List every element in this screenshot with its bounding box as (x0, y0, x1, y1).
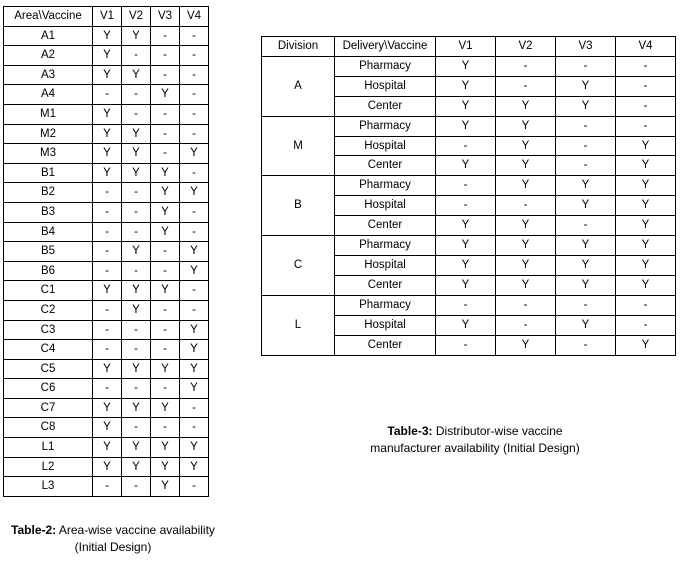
table-row (4, 438, 209, 458)
availability-cell: - (436, 136, 496, 156)
caption-label: Table-3: (387, 424, 433, 438)
caption-text-line-2: manufacturer availability (Initial Design) (370, 441, 580, 455)
availability-cell: Y (122, 457, 151, 477)
table-row (4, 320, 209, 340)
table-row (4, 85, 209, 105)
area-cell: C7 (4, 398, 93, 418)
table-row (4, 222, 209, 242)
table-row (4, 46, 209, 66)
column-header: V4 (180, 7, 209, 27)
availability-cell: - (496, 56, 556, 76)
area-cell: M3 (4, 144, 93, 164)
table-row (4, 398, 209, 418)
area-cell: C2 (4, 300, 93, 320)
caption-text: Distributor-wise vaccine (432, 424, 563, 438)
table-3-caption (355, 423, 595, 457)
table-row (4, 477, 209, 497)
area-vaccine-table (3, 6, 209, 497)
availability-cell: Y (496, 275, 556, 295)
availability-cell: - (616, 76, 676, 96)
availability-cell: Y (122, 65, 151, 85)
area-cell: B5 (4, 242, 93, 262)
availability-cell: Y (556, 196, 616, 216)
area-cell: C8 (4, 418, 93, 438)
availability-cell: Y (151, 183, 180, 203)
availability-cell: Y (616, 136, 676, 156)
availability-cell: Y (496, 96, 556, 116)
availability-cell: Y (122, 242, 151, 262)
availability-cell: Y (436, 76, 496, 96)
table-header-row (4, 7, 209, 27)
area-cell: B6 (4, 261, 93, 281)
availability-cell: - (151, 320, 180, 340)
availability-cell: - (122, 85, 151, 105)
area-cell: C1 (4, 281, 93, 301)
area-cell: A4 (4, 85, 93, 105)
availability-cell: Y (556, 76, 616, 96)
availability-cell: Y (556, 255, 616, 275)
availability-cell: - (151, 418, 180, 438)
area-cell: B4 (4, 222, 93, 242)
availability-cell: - (151, 124, 180, 144)
delivery-cell: Hospital (335, 76, 436, 96)
area-cell: B2 (4, 183, 93, 203)
table-row (4, 65, 209, 85)
availability-cell: - (180, 85, 209, 105)
area-cell: B3 (4, 202, 93, 222)
area-cell: A2 (4, 46, 93, 66)
availability-cell: - (93, 300, 122, 320)
division-cell: A (262, 56, 335, 116)
availability-cell: - (180, 163, 209, 183)
availability-cell: Y (93, 359, 122, 379)
availability-cell: Y (616, 156, 676, 176)
availability-cell: Y (556, 96, 616, 116)
availability-cell: Y (436, 156, 496, 176)
availability-cell: - (93, 183, 122, 203)
availability-cell: Y (151, 359, 180, 379)
availability-cell: Y (436, 56, 496, 76)
availability-cell: Y (122, 281, 151, 301)
availability-cell: Y (556, 236, 616, 256)
table-row (4, 281, 209, 301)
distributor-vaccine-table (261, 36, 676, 356)
availability-cell: - (180, 202, 209, 222)
availability-cell: Y (496, 156, 556, 176)
table-row (262, 116, 676, 136)
availability-cell: - (496, 295, 556, 315)
table-row (4, 340, 209, 360)
availability-cell: - (436, 335, 496, 355)
availability-cell: Y (436, 315, 496, 335)
availability-cell: Y (180, 183, 209, 203)
delivery-cell: Center (335, 96, 436, 116)
availability-cell: - (556, 136, 616, 156)
table-row (262, 176, 676, 196)
column-header: V3 (556, 37, 616, 57)
availability-cell: Y (180, 379, 209, 399)
column-header: V1 (93, 7, 122, 27)
availability-cell: - (180, 222, 209, 242)
availability-cell: Y (180, 144, 209, 164)
availability-cell: - (122, 261, 151, 281)
availability-cell: Y (151, 438, 180, 458)
availability-cell: Y (496, 335, 556, 355)
table-body (4, 26, 209, 496)
area-cell: L2 (4, 457, 93, 477)
availability-cell: Y (436, 236, 496, 256)
availability-cell: Y (180, 359, 209, 379)
availability-cell: - (616, 315, 676, 335)
table-row (4, 104, 209, 124)
availability-cell: Y (93, 26, 122, 46)
column-header: V1 (436, 37, 496, 57)
column-header: V3 (151, 7, 180, 27)
area-cell: L3 (4, 477, 93, 497)
availability-cell: - (180, 124, 209, 144)
availability-cell: - (151, 144, 180, 164)
availability-cell: - (151, 46, 180, 66)
availability-cell: - (556, 216, 616, 236)
table-row (4, 379, 209, 399)
caption-text-line-2: (Initial Design) (74, 540, 152, 554)
availability-cell: Y (151, 281, 180, 301)
table-row (4, 163, 209, 183)
caption-label: Table-2: (11, 523, 57, 537)
availability-cell: - (151, 261, 180, 281)
availability-cell: - (180, 418, 209, 438)
availability-cell: Y (616, 216, 676, 236)
division-cell: M (262, 116, 335, 176)
availability-cell: - (180, 46, 209, 66)
availability-cell: Y (151, 222, 180, 242)
availability-cell: Y (122, 398, 151, 418)
availability-cell: - (151, 340, 180, 360)
availability-cell: - (556, 335, 616, 355)
table-row (4, 26, 209, 46)
availability-cell: - (122, 183, 151, 203)
availability-cell: Y (616, 335, 676, 355)
table-header-row (262, 37, 676, 57)
area-cell: M2 (4, 124, 93, 144)
division-cell: L (262, 295, 335, 355)
availability-cell: Y (93, 144, 122, 164)
delivery-cell: Pharmacy (335, 56, 436, 76)
availability-cell: - (93, 320, 122, 340)
delivery-cell: Hospital (335, 315, 436, 335)
availability-cell: - (496, 196, 556, 216)
table-row (4, 202, 209, 222)
area-cell: A1 (4, 26, 93, 46)
availability-cell: - (180, 65, 209, 85)
availability-cell: Y (93, 418, 122, 438)
availability-cell: Y (151, 398, 180, 418)
availability-cell: - (151, 379, 180, 399)
delivery-cell: Center (335, 216, 436, 236)
availability-cell: Y (93, 104, 122, 124)
availability-cell: Y (616, 275, 676, 295)
availability-cell: Y (93, 124, 122, 144)
availability-cell: Y (93, 438, 122, 458)
area-cell: A3 (4, 65, 93, 85)
availability-cell: Y (496, 216, 556, 236)
availability-cell: Y (122, 124, 151, 144)
delivery-cell: Pharmacy (335, 295, 436, 315)
availability-cell: Y (122, 144, 151, 164)
area-cell: C3 (4, 320, 93, 340)
availability-cell: - (122, 104, 151, 124)
availability-cell: - (122, 222, 151, 242)
availability-cell: - (180, 281, 209, 301)
table-body (262, 56, 676, 355)
delivery-cell: Center (335, 335, 436, 355)
availability-cell: - (122, 320, 151, 340)
availability-cell: Y (93, 398, 122, 418)
availability-cell: - (151, 300, 180, 320)
availability-cell: - (616, 295, 676, 315)
delivery-cell: Pharmacy (335, 116, 436, 136)
column-header: Division (262, 37, 335, 57)
availability-cell: - (122, 379, 151, 399)
availability-cell: Y (436, 275, 496, 295)
area-cell: B1 (4, 163, 93, 183)
table-row (4, 183, 209, 203)
availability-cell: - (496, 76, 556, 96)
availability-cell: Y (180, 320, 209, 340)
availability-cell: Y (556, 176, 616, 196)
availability-cell: - (180, 398, 209, 418)
table-row (4, 418, 209, 438)
availability-cell: Y (616, 236, 676, 256)
availability-cell: - (122, 202, 151, 222)
availability-cell: Y (151, 457, 180, 477)
availability-cell: - (496, 315, 556, 335)
table-2-caption (0, 522, 226, 556)
availability-cell: Y (556, 275, 616, 295)
availability-cell: Y (180, 340, 209, 360)
availability-cell: Y (180, 438, 209, 458)
availability-cell: Y (93, 65, 122, 85)
availability-cell: - (180, 300, 209, 320)
table-row (4, 261, 209, 281)
availability-cell: Y (122, 26, 151, 46)
availability-cell: Y (151, 202, 180, 222)
availability-cell: Y (436, 216, 496, 236)
division-cell: C (262, 236, 335, 296)
availability-cell: - (616, 116, 676, 136)
delivery-cell: Hospital (335, 196, 436, 216)
availability-cell: - (436, 176, 496, 196)
availability-cell: Y (496, 116, 556, 136)
availability-cell: Y (93, 163, 122, 183)
availability-cell: Y (436, 96, 496, 116)
column-header: Delivery\Vaccine (335, 37, 436, 57)
table-row (4, 300, 209, 320)
availability-cell: - (93, 202, 122, 222)
availability-cell: Y (616, 255, 676, 275)
availability-cell: Y (496, 176, 556, 196)
availability-cell: - (180, 477, 209, 497)
table-row (4, 457, 209, 477)
delivery-cell: Hospital (335, 255, 436, 275)
availability-cell: Y (180, 457, 209, 477)
table-row (4, 242, 209, 262)
availability-cell: - (436, 295, 496, 315)
availability-cell: - (93, 340, 122, 360)
availability-cell: - (122, 418, 151, 438)
column-header: V4 (616, 37, 676, 57)
availability-cell: - (122, 46, 151, 66)
area-cell: C5 (4, 359, 93, 379)
column-header: V2 (496, 37, 556, 57)
availability-cell: - (180, 26, 209, 46)
availability-cell: - (556, 56, 616, 76)
availability-cell: Y (436, 116, 496, 136)
availability-cell: - (616, 56, 676, 76)
area-cell: M1 (4, 104, 93, 124)
availability-cell: Y (93, 457, 122, 477)
delivery-cell: Hospital (335, 136, 436, 156)
availability-cell: - (616, 96, 676, 116)
availability-cell: - (436, 196, 496, 216)
availability-cell: - (556, 116, 616, 136)
availability-cell: - (151, 65, 180, 85)
availability-cell: Y (496, 255, 556, 275)
column-header: V2 (122, 7, 151, 27)
table-row (4, 144, 209, 164)
area-cell: L1 (4, 438, 93, 458)
availability-cell: Y (180, 261, 209, 281)
table-row (262, 56, 676, 76)
availability-cell: Y (93, 281, 122, 301)
delivery-cell: Pharmacy (335, 236, 436, 256)
availability-cell: Y (616, 176, 676, 196)
column-header: Area\Vaccine (4, 7, 93, 27)
table-row (4, 124, 209, 144)
delivery-cell: Pharmacy (335, 176, 436, 196)
availability-cell: Y (151, 163, 180, 183)
availability-cell: Y (122, 300, 151, 320)
availability-cell: Y (151, 85, 180, 105)
availability-cell: - (93, 477, 122, 497)
availability-cell: - (122, 477, 151, 497)
availability-cell: - (122, 340, 151, 360)
availability-cell: - (556, 156, 616, 176)
availability-cell: - (93, 242, 122, 262)
availability-cell: Y (122, 438, 151, 458)
area-cell: C4 (4, 340, 93, 360)
availability-cell: Y (496, 236, 556, 256)
availability-cell: - (556, 295, 616, 315)
availability-cell: - (93, 222, 122, 242)
table-row (262, 236, 676, 256)
availability-cell: - (93, 261, 122, 281)
delivery-cell: Center (335, 156, 436, 176)
table-row (262, 295, 676, 315)
availability-cell: Y (180, 242, 209, 262)
availability-cell: Y (122, 359, 151, 379)
availability-cell: Y (93, 46, 122, 66)
delivery-cell: Center (335, 275, 436, 295)
availability-cell: - (180, 104, 209, 124)
availability-cell: - (93, 85, 122, 105)
area-cell: C6 (4, 379, 93, 399)
availability-cell: Y (616, 196, 676, 216)
availability-cell: - (151, 242, 180, 262)
availability-cell: - (93, 379, 122, 399)
caption-text: Area-wise vaccine availability (56, 523, 215, 537)
division-cell: B (262, 176, 335, 236)
availability-cell: Y (122, 163, 151, 183)
availability-cell: Y (556, 315, 616, 335)
availability-cell: Y (496, 136, 556, 156)
table-row (4, 359, 209, 379)
availability-cell: Y (436, 255, 496, 275)
availability-cell: Y (151, 477, 180, 497)
availability-cell: - (151, 26, 180, 46)
availability-cell: - (151, 104, 180, 124)
